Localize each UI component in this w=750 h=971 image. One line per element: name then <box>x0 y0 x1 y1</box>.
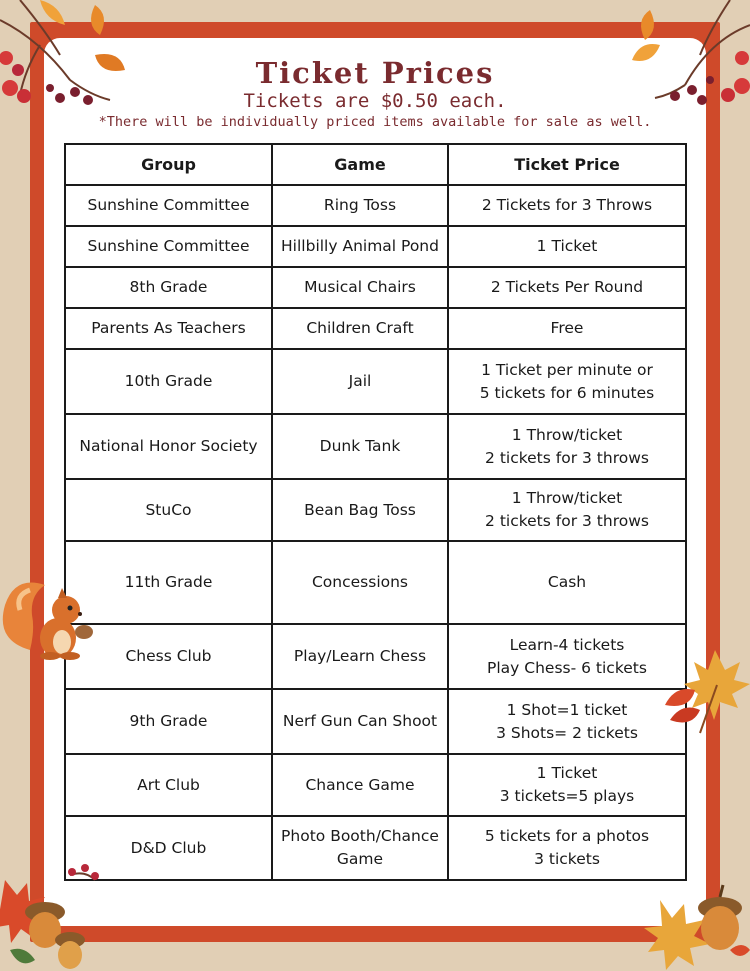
cell-group: Parents As Teachers <box>65 308 272 349</box>
cell-ticket-price-line: 3 Shots= 2 tickets <box>496 723 638 742</box>
cell-ticket-price <box>448 185 686 226</box>
cell-ticket-price-line: 2 Tickets Per Round <box>490 278 644 296</box>
cell-game <box>272 816 448 880</box>
cell-game-line: Children Craft <box>306 319 414 337</box>
acorn-leaves-decoration-bottom-left <box>0 850 110 971</box>
cell-game <box>272 541 448 624</box>
cell-game <box>272 267 448 308</box>
cell-game-line: Photo Booth/Chance <box>281 827 439 845</box>
cell-ticket-price <box>448 267 686 308</box>
cell-game <box>272 624 448 689</box>
table-row <box>65 414 686 479</box>
cell-ticket-price-line: 3 tickets=5 plays <box>499 787 635 805</box>
table-body <box>65 185 686 880</box>
cell-game-line: Jail <box>348 372 372 390</box>
table-row <box>65 349 686 414</box>
cell-game-line: Nerf Gun Can Shoot <box>282 712 438 730</box>
cell-game-line: Musical Chairs <box>304 278 416 296</box>
cell-ticket-price-line: 1 Ticket <box>536 764 598 782</box>
page-title: Ticket Prices <box>255 56 495 90</box>
cell-group: 11th Grade <box>65 541 272 624</box>
autumn-leaves-decoration-right <box>655 645 750 735</box>
cell-ticket-price <box>448 816 686 880</box>
cell-ticket-price <box>448 308 686 349</box>
column-header-group: Group <box>65 144 272 185</box>
table-row <box>65 689 686 754</box>
table-row <box>65 479 686 541</box>
cell-game <box>272 185 448 226</box>
cell-ticket-price-line: 1 Ticket <box>536 237 598 255</box>
table-row <box>65 816 686 880</box>
cell-ticket-price-line: 5 tickets for 6 minutes <box>479 383 655 402</box>
column-header-game: Game <box>272 144 448 185</box>
cell-game <box>272 689 448 754</box>
ticket-prices-table <box>64 143 687 881</box>
cell-game <box>272 754 448 816</box>
cell-ticket-price <box>448 479 686 541</box>
table-row <box>65 185 686 226</box>
cell-group: Sunshine Committee <box>65 226 272 267</box>
cell-ticket-price <box>448 414 686 479</box>
cell-ticket-price-line: 1 Throw/ticket <box>511 489 623 507</box>
cell-game-line: Play/Learn Chess <box>293 647 427 665</box>
cell-game-line: Ring Toss <box>323 196 397 214</box>
cell-ticket-price <box>448 624 686 689</box>
cell-game <box>272 414 448 479</box>
cell-game-line: Hillbilly Animal Pond <box>281 237 439 255</box>
page-note: *There will be individually priced items available for sale as well. <box>98 114 652 130</box>
cell-game-line: Concessions <box>311 573 409 591</box>
cell-game-line: Chance Game <box>305 775 415 794</box>
cell-game <box>272 349 448 414</box>
cell-ticket-price-line: Free <box>550 319 584 337</box>
cell-game-line: Dunk Tank <box>319 437 401 455</box>
cell-ticket-price-line: Cash <box>547 573 587 591</box>
cell-group: 10th Grade <box>65 349 272 414</box>
column-header-ticket-price: Ticket Price <box>448 144 686 185</box>
table-row <box>65 754 686 816</box>
table-row <box>65 267 686 308</box>
cell-ticket-price-line: 2 Tickets for 3 Throws <box>481 196 653 214</box>
cell-ticket-price-line: 3 tickets <box>534 850 600 868</box>
cell-ticket-price-line: 1 Throw/ticket <box>511 425 623 444</box>
cell-group: Chess Club <box>65 624 272 689</box>
cell-group: 9th Grade <box>65 689 272 754</box>
cell-group: Sunshine Committee <box>65 185 272 226</box>
cell-game-line: Game <box>336 850 384 868</box>
page-subtitle: Tickets are $0.50 each. <box>243 90 507 112</box>
cell-group: Art Club <box>65 754 272 816</box>
cell-ticket-price <box>448 689 686 754</box>
cell-group: National Honor Society <box>65 414 272 479</box>
table-row <box>65 624 686 689</box>
cell-game <box>272 226 448 267</box>
cell-ticket-price-line: Play Chess- 6 tickets <box>487 658 647 677</box>
cell-ticket-price <box>448 754 686 816</box>
cell-game <box>272 308 448 349</box>
cell-game-line: Bean Bag Toss <box>304 500 416 519</box>
table-header-row <box>65 144 686 185</box>
cell-group: StuCo <box>65 479 272 541</box>
cell-ticket-price-line: 5 tickets for a photos <box>484 827 650 845</box>
cell-ticket-price-line: 1 Shot=1 ticket <box>506 700 628 719</box>
cell-ticket-price-line: 2 tickets for 3 throws <box>485 448 649 467</box>
cell-ticket-price-line: 2 tickets for 3 throws <box>485 512 649 530</box>
cell-ticket-price-line: 1 Ticket per minute or <box>481 360 653 379</box>
cell-group: D&D Club <box>65 816 272 880</box>
table-row <box>65 308 686 349</box>
cell-ticket-price <box>448 541 686 624</box>
squirrel-decoration <box>0 570 100 662</box>
cell-ticket-price <box>448 226 686 267</box>
cell-game <box>272 479 448 541</box>
header <box>44 56 706 132</box>
cell-ticket-price <box>448 349 686 414</box>
cell-ticket-price-line: Learn-4 tickets <box>509 635 625 654</box>
cell-group: 8th Grade <box>65 267 272 308</box>
acorn-leaves-decoration-bottom-right <box>640 880 750 971</box>
table-row <box>65 541 686 624</box>
table-row <box>65 226 686 267</box>
